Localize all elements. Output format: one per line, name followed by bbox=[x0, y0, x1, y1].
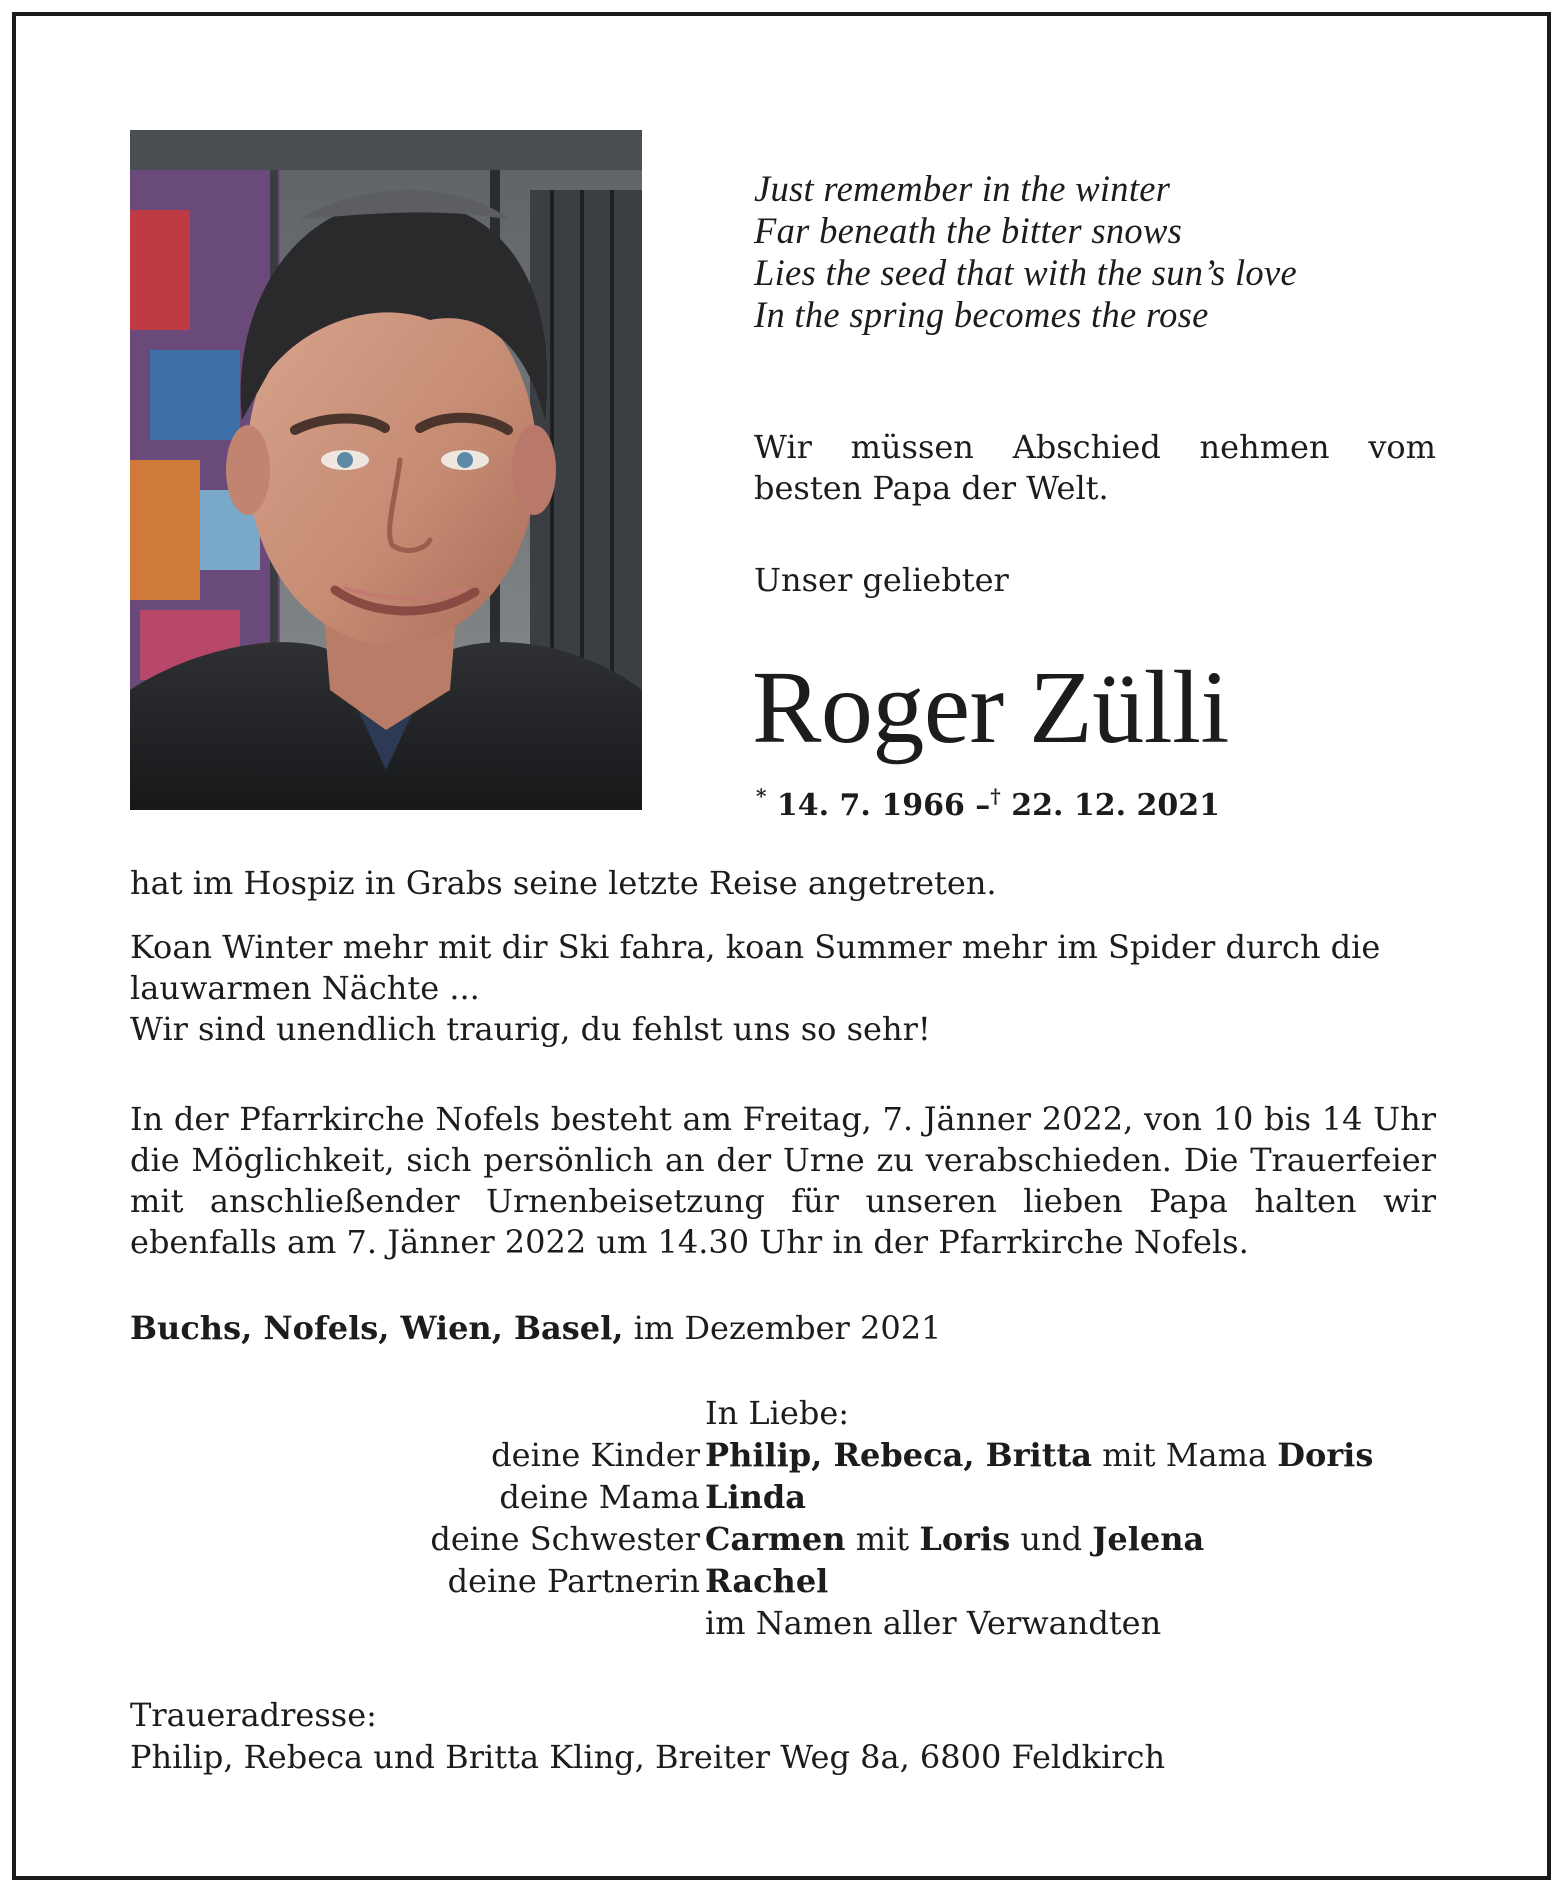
death-date: 22. 12. 2021 bbox=[1011, 788, 1220, 823]
poem-line: In the spring becomes the rose bbox=[754, 294, 1209, 335]
children-extra: Doris bbox=[1277, 1436, 1374, 1474]
mourner-relation: deine Partnerin bbox=[447, 1562, 700, 1600]
mourners-title: In Liebe: bbox=[705, 1394, 850, 1432]
mourner-row-partner bbox=[0, 1560, 1567, 1602]
mourner-relation: deine Mama bbox=[499, 1478, 700, 1516]
poem-line: Far beneath the bitter snows bbox=[754, 210, 1183, 251]
place-date: im Dezember 2021 bbox=[633, 1309, 942, 1347]
mourner-row-sister bbox=[0, 1518, 1567, 1560]
mourning-address bbox=[130, 1694, 1165, 1778]
death-symbol: † bbox=[990, 784, 1001, 808]
mourners-closing: im Namen aller Verwandten bbox=[705, 1604, 1162, 1642]
portrait-photo bbox=[130, 130, 642, 810]
mourner-row-children bbox=[0, 1434, 1567, 1476]
address-label: Traueradresse: bbox=[130, 1696, 377, 1734]
memory-line: Wir sind unendlich traurig, du fehlst uns so sehr! bbox=[130, 1010, 931, 1048]
mother-name: Linda bbox=[705, 1478, 807, 1516]
hospiz-text: hat im Hospiz in Grabs seine letzte Reise angetreten. bbox=[130, 864, 997, 902]
beloved-text: Unser geliebter bbox=[754, 561, 1009, 599]
mourner-names bbox=[705, 1434, 1373, 1476]
farewell-text: Wir müssen Abschied nehmen vom besten Papa der Welt. bbox=[754, 428, 1436, 507]
service-info-text: In der Pfarrkirche Nofels besteht am Freitag, 7. Jänner 2022, von 10 bis 14 Uhr die Möglichkeit, sich persönlich an der Urne zu verabschieden. Die Trauerfeier mit anschließender Urnenbeisetzung für unseren lieben Papa halten wir ebenfalls am 7. Jänner 2022 um 14.30 Uhr in der Pfarrkirche Nofels. bbox=[130, 1100, 1436, 1261]
sister-joiner-1: mit bbox=[855, 1520, 910, 1558]
children-joiner: mit Mama bbox=[1102, 1436, 1268, 1474]
sister-joiner-2: und bbox=[1020, 1520, 1083, 1558]
birth-symbol: * bbox=[756, 784, 767, 808]
mourner-names bbox=[705, 1518, 1204, 1560]
sister-name: Carmen bbox=[705, 1520, 846, 1558]
poem-line: Just remember in the winter bbox=[754, 168, 1171, 209]
mourner-relation: deine Schwester bbox=[430, 1520, 700, 1558]
deceased-name: Roger Zülli bbox=[752, 650, 1229, 765]
date-separator: – bbox=[975, 788, 991, 823]
children-names: Philip, Rebeca, Britta bbox=[705, 1436, 1092, 1474]
poem-verse bbox=[754, 168, 1454, 336]
memory-line: Koan Winter mehr mit dir Ski fahra, koan Summer mehr im Spider durch die bbox=[130, 928, 1381, 966]
birth-date: 14. 7. 1966 bbox=[776, 788, 965, 823]
memory-text bbox=[130, 927, 1436, 1050]
place-towns: Buchs, Nofels, Wien, Basel, bbox=[130, 1309, 624, 1347]
address-line: Philip, Rebeca und Britta Kling, Breiter Weg 8a, 6800 Feldkirch bbox=[130, 1738, 1166, 1776]
sister-name-2: Loris bbox=[919, 1520, 1011, 1558]
memory-line: lauwarmen Nächte ... bbox=[130, 969, 480, 1007]
mourner-names bbox=[705, 1560, 828, 1602]
mourner-relation: deine Kinder bbox=[491, 1436, 700, 1474]
life-dates bbox=[756, 776, 1220, 826]
mourner-row-mother bbox=[0, 1476, 1567, 1518]
mourner-row-closing bbox=[0, 1602, 1567, 1644]
place-date-line bbox=[130, 1308, 1436, 1349]
mourner-names bbox=[705, 1476, 806, 1518]
partner-name: Rachel bbox=[705, 1562, 829, 1600]
sister-name-3: Jelena bbox=[1092, 1520, 1205, 1558]
poem-line: Lies the seed that with the sun’s love bbox=[754, 252, 1297, 293]
